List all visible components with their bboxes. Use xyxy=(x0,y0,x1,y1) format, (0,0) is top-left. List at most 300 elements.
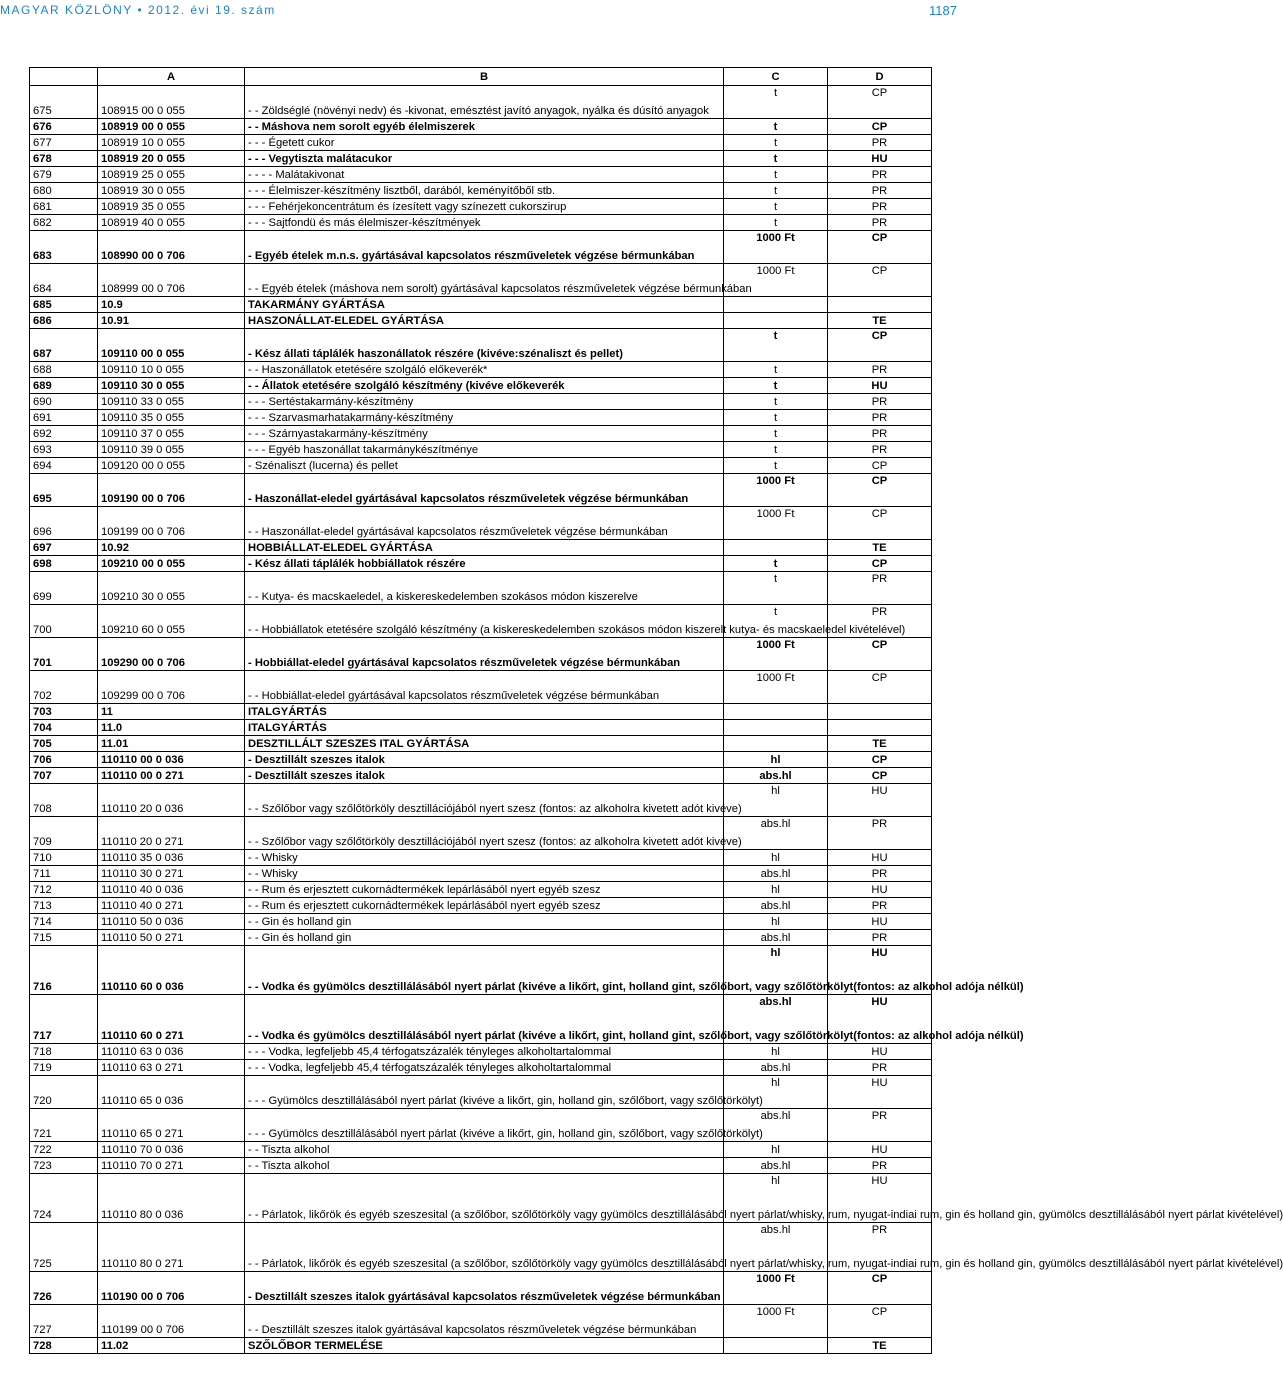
table-row xyxy=(30,768,932,784)
code-cell: 110110 50 0 271 xyxy=(98,930,245,946)
type-cell: PR xyxy=(828,426,932,442)
type-cell: PR xyxy=(828,1158,932,1174)
row-number-cell: 681 xyxy=(30,199,98,215)
table-row xyxy=(30,362,932,378)
code-cell: 108915 00 0 055 xyxy=(98,86,245,119)
code-cell: 109199 00 0 706 xyxy=(98,507,245,540)
row-number-cell: 690 xyxy=(30,394,98,410)
type-cell: HU xyxy=(828,1174,932,1223)
unit-cell: 1000 Ft xyxy=(724,231,828,264)
unit-cell xyxy=(724,736,828,752)
row-number-cell: 691 xyxy=(30,410,98,426)
table-row xyxy=(30,704,932,720)
type-cell: PR xyxy=(828,1109,932,1142)
unit-cell: abs.hl xyxy=(724,866,828,882)
code-cell: 110110 80 0 271 xyxy=(98,1223,245,1272)
type-cell: HU xyxy=(828,784,932,817)
description-cell: - Desztillált szeszes italok xyxy=(245,752,724,768)
description-cell: ITALGYÁRTÁS xyxy=(245,720,724,736)
type-cell: PR xyxy=(828,183,932,199)
table-row xyxy=(30,572,932,605)
description-cell: - - Whisky xyxy=(245,850,724,866)
row-number-cell: 713 xyxy=(30,898,98,914)
description-cell: - - Párlatok, likőrök és egyéb szeszesital (a szőlőbor, szőlőtörköly vagy gyümölcs desztillálásából nyert párlat/whisky, rum, nyugat-indiai rum, gin és holland gin, gyümölcs desztillálásából nyert párlat kivételével) xyxy=(245,1174,724,1223)
table-row xyxy=(30,1109,932,1142)
code-cell: 11.0 xyxy=(98,720,245,736)
unit-cell: t xyxy=(724,167,828,183)
type-cell: PR xyxy=(828,167,932,183)
row-number-cell: 721 xyxy=(30,1109,98,1142)
table-row xyxy=(30,426,932,442)
unit-cell xyxy=(724,1338,828,1354)
row-number-cell: 679 xyxy=(30,167,98,183)
table-row xyxy=(30,135,932,151)
table-row xyxy=(30,329,932,362)
unit-cell xyxy=(724,704,828,720)
code-cell: 110110 63 0 271 xyxy=(98,1060,245,1076)
table-row xyxy=(30,946,932,995)
table-row xyxy=(30,297,932,313)
code-cell: 109110 10 0 055 xyxy=(98,362,245,378)
description-cell: - - Desztillált szeszes italok gyártásával kapcsolatos részműveletek végzése bérmunkában xyxy=(245,1305,724,1338)
table-row xyxy=(30,1158,932,1174)
code-cell: 108919 10 0 055 xyxy=(98,135,245,151)
unit-cell: t xyxy=(724,572,828,605)
description-cell: - - - Szárnyastakarmány-készítmény xyxy=(245,426,724,442)
row-number-cell: 707 xyxy=(30,768,98,784)
type-cell: PR xyxy=(828,199,932,215)
row-number-cell: 682 xyxy=(30,215,98,231)
code-cell: 108919 35 0 055 xyxy=(98,199,245,215)
code-cell: 110110 60 0 036 xyxy=(98,946,245,995)
unit-cell: t xyxy=(724,151,828,167)
table-row xyxy=(30,914,932,930)
type-cell: PR xyxy=(828,605,932,638)
type-cell: PR xyxy=(828,135,932,151)
journal-issue-line xyxy=(0,3,276,17)
row-number-cell: 702 xyxy=(30,671,98,704)
journal-title: MAGYAR KÖZLÖNY xyxy=(0,3,133,17)
table-row xyxy=(30,850,932,866)
row-number-cell: 715 xyxy=(30,930,98,946)
column-header-d: D xyxy=(828,68,932,86)
type-cell: CP xyxy=(828,638,932,671)
table-row xyxy=(30,866,932,882)
code-cell: 109110 00 0 055 xyxy=(98,329,245,362)
unit-cell: t xyxy=(724,442,828,458)
type-cell: CP xyxy=(828,1305,932,1338)
table-row xyxy=(30,151,932,167)
unit-cell xyxy=(724,720,828,736)
row-number-cell: 687 xyxy=(30,329,98,362)
description-cell: - - Gin és holland gin xyxy=(245,930,724,946)
table-row xyxy=(30,458,932,474)
row-number-cell: 717 xyxy=(30,995,98,1044)
type-cell: PR xyxy=(828,394,932,410)
table-row xyxy=(30,474,932,507)
row-number-cell: 712 xyxy=(30,882,98,898)
unit-cell: 1000 Ft xyxy=(724,638,828,671)
unit-cell: abs.hl xyxy=(724,817,828,850)
type-cell: TE xyxy=(828,540,932,556)
code-cell: 11 xyxy=(98,704,245,720)
code-cell: 110110 70 0 036 xyxy=(98,1142,245,1158)
row-number-cell: 695 xyxy=(30,474,98,507)
code-cell: 108999 00 0 706 xyxy=(98,264,245,297)
row-number-cell: 716 xyxy=(30,946,98,995)
type-cell: CP xyxy=(828,556,932,572)
unit-cell: hl xyxy=(724,752,828,768)
description-cell: - - - Sertéstakarmány-készítmény xyxy=(245,394,724,410)
row-number-cell: 718 xyxy=(30,1044,98,1060)
code-cell: 109110 37 0 055 xyxy=(98,426,245,442)
unit-cell: hl xyxy=(724,946,828,995)
unit-cell: t xyxy=(724,329,828,362)
type-cell: CP xyxy=(828,329,932,362)
table-row xyxy=(30,605,932,638)
unit-cell: hl xyxy=(724,784,828,817)
unit-cell: hl xyxy=(724,1174,828,1223)
description-cell: - - - Vodka, legfeljebb 45,4 térfogatszázalék tényleges alkoholtartalommal xyxy=(245,1044,724,1060)
code-cell: 110110 30 0 271 xyxy=(98,866,245,882)
type-cell: TE xyxy=(828,1338,932,1354)
description-cell: - - - Szarvasmarhatakarmány-készítmény xyxy=(245,410,724,426)
row-number-cell: 725 xyxy=(30,1223,98,1272)
code-cell: 110110 20 0 271 xyxy=(98,817,245,850)
description-cell: - - - Egyéb haszonállat takarmánykészítménye xyxy=(245,442,724,458)
table-row xyxy=(30,556,932,572)
description-cell: - - - Élelmiszer-készítmény lisztből, darából, keményítőből stb. xyxy=(245,183,724,199)
description-cell: - - - - Malátakivonat xyxy=(245,167,724,183)
table-row xyxy=(30,1044,932,1060)
unit-cell: hl xyxy=(724,882,828,898)
description-cell: - - - Sajtfondü és más élelmiszer-készítmények xyxy=(245,215,724,231)
unit-cell: 1000 Ft xyxy=(724,1305,828,1338)
row-number-cell: 689 xyxy=(30,378,98,394)
page-number: 1187 xyxy=(929,3,957,18)
unit-cell: hl xyxy=(724,1076,828,1109)
code-cell: 109190 00 0 706 xyxy=(98,474,245,507)
row-number-cell: 678 xyxy=(30,151,98,167)
unit-cell: 1000 Ft xyxy=(724,264,828,297)
table-row xyxy=(30,1142,932,1158)
unit-cell: hl xyxy=(724,850,828,866)
row-number-cell: 688 xyxy=(30,362,98,378)
type-cell: CP xyxy=(828,231,932,264)
table-row xyxy=(30,199,932,215)
code-cell: 110110 00 0 036 xyxy=(98,752,245,768)
description-cell: - Egyéb ételek m.n.s. gyártásával kapcsolatos részműveletek végzése bérmunkában xyxy=(245,231,724,264)
table-row xyxy=(30,736,932,752)
code-cell: 110110 40 0 036 xyxy=(98,882,245,898)
unit-cell: t xyxy=(724,199,828,215)
type-cell: CP xyxy=(828,507,932,540)
type-cell: HU xyxy=(828,914,932,930)
description-cell: - - Tiszta alkohol xyxy=(245,1142,724,1158)
description-cell: - - Whisky xyxy=(245,866,724,882)
description-cell: - - Szőlőbor vagy szőlőtörköly desztillációjából nyert szesz (fontos: az alkoholra kivetett adót kivéve) xyxy=(245,784,724,817)
code-cell: 108919 30 0 055 xyxy=(98,183,245,199)
table-header-row xyxy=(30,68,932,86)
description-cell: - - Egyéb ételek (máshova nem sorolt) gyártásával kapcsolatos részműveletek végzése bérmunkában xyxy=(245,264,724,297)
row-number-cell: 714 xyxy=(30,914,98,930)
table-row xyxy=(30,119,932,135)
unit-cell: t xyxy=(724,215,828,231)
code-cell: 110110 80 0 036 xyxy=(98,1174,245,1223)
table-row xyxy=(30,86,932,119)
unit-cell xyxy=(724,313,828,329)
type-cell: TE xyxy=(828,736,932,752)
table-row xyxy=(30,1272,932,1305)
type-cell: HU xyxy=(828,882,932,898)
unit-cell: hl xyxy=(724,914,828,930)
row-number-cell: 722 xyxy=(30,1142,98,1158)
row-number-cell: 692 xyxy=(30,426,98,442)
type-cell: HU xyxy=(828,378,932,394)
type-cell: PR xyxy=(828,930,932,946)
unit-cell: t xyxy=(724,605,828,638)
row-number-cell: 708 xyxy=(30,784,98,817)
row-number-cell: 685 xyxy=(30,297,98,313)
unit-cell: 1000 Ft xyxy=(724,474,828,507)
unit-cell: hl xyxy=(724,1142,828,1158)
row-number-cell: 699 xyxy=(30,572,98,605)
row-number-cell: 686 xyxy=(30,313,98,329)
table-row xyxy=(30,183,932,199)
table-row xyxy=(30,1338,932,1354)
code-cell: 108990 00 0 706 xyxy=(98,231,245,264)
code-cell: 109210 30 0 055 xyxy=(98,572,245,605)
row-number-cell: 697 xyxy=(30,540,98,556)
type-cell: PR xyxy=(828,1060,932,1076)
unit-cell: t xyxy=(724,394,828,410)
table-row xyxy=(30,930,932,946)
row-number-cell: 703 xyxy=(30,704,98,720)
unit-cell: abs.hl xyxy=(724,768,828,784)
table-row xyxy=(30,720,932,736)
description-cell: - - Máshova nem sorolt egyéb élelmiszerek xyxy=(245,119,724,135)
row-number-cell: 680 xyxy=(30,183,98,199)
table-row xyxy=(30,1305,932,1338)
row-number-cell: 675 xyxy=(30,86,98,119)
description-cell: - - Állatok etetésére szolgáló készítmény (kivéve előkeverék xyxy=(245,378,724,394)
type-cell: CP xyxy=(828,264,932,297)
code-cell: 110110 65 0 271 xyxy=(98,1109,245,1142)
row-number-cell: 677 xyxy=(30,135,98,151)
table-row xyxy=(30,394,932,410)
row-number-cell: 701 xyxy=(30,638,98,671)
code-cell: 10.9 xyxy=(98,297,245,313)
description-cell: - Szénaliszt (lucerna) és pellet xyxy=(245,458,724,474)
description-cell: - - Rum és erjesztett cukornádtermékek lepárlásából nyert egyéb szesz xyxy=(245,898,724,914)
unit-cell: abs.hl xyxy=(724,1060,828,1076)
row-number-cell: 705 xyxy=(30,736,98,752)
code-cell: 109110 30 0 055 xyxy=(98,378,245,394)
unit-cell: t xyxy=(724,135,828,151)
unit-cell xyxy=(724,297,828,313)
type-cell: HU xyxy=(828,850,932,866)
type-cell: CP xyxy=(828,752,932,768)
code-cell: 108919 40 0 055 xyxy=(98,215,245,231)
type-cell: HU xyxy=(828,151,932,167)
table-row xyxy=(30,507,932,540)
type-cell: PR xyxy=(828,442,932,458)
column-header-b: B xyxy=(245,68,724,86)
row-number-cell: 694 xyxy=(30,458,98,474)
description-cell: - Hobbiállat-eledel gyártásával kapcsolatos részműveletek végzése bérmunkában xyxy=(245,638,724,671)
description-cell: - - - Vegytiszta malátacukor xyxy=(245,151,724,167)
unit-cell: t xyxy=(724,378,828,394)
code-cell: 10.91 xyxy=(98,313,245,329)
row-number-cell: 724 xyxy=(30,1174,98,1223)
code-cell: 109120 00 0 055 xyxy=(98,458,245,474)
code-cell: 110110 20 0 036 xyxy=(98,784,245,817)
type-cell: PR xyxy=(828,362,932,378)
table-row xyxy=(30,378,932,394)
description-cell: - - Kutya- és macskaeledel, a kiskereskedelemben szokásos módon kiszerelve xyxy=(245,572,724,605)
description-cell: - - Párlatok, likőrök és egyéb szeszesital (a szőlőbor, szőlőtörköly vagy gyümölcs desztillálásából nyert párlat/whisky, rum, nyugat-indiai rum, gin és holland gin, gyümölcs desztillálásából nyert párlat kivételével) xyxy=(245,1223,724,1272)
table-row xyxy=(30,898,932,914)
type-cell: PR xyxy=(828,215,932,231)
description-cell: - - - Gyümölcs desztillálásából nyert párlat (kivéve a likőrt, gin, holland gin, szőlőbort, vagy szőlőtörkölyt) xyxy=(245,1109,724,1142)
unit-cell: t xyxy=(724,86,828,119)
code-cell: 11.01 xyxy=(98,736,245,752)
table-row xyxy=(30,215,932,231)
code-cell: 110110 70 0 271 xyxy=(98,1158,245,1174)
table-row xyxy=(30,671,932,704)
code-cell: 108919 00 0 055 xyxy=(98,119,245,135)
row-number-cell: 700 xyxy=(30,605,98,638)
description-cell: - - - Gyümölcs desztillálásából nyert párlat (kivéve a likőrt, gin, holland gin, szőlőbort, vagy szőlőtörkölyt) xyxy=(245,1076,724,1109)
table-row xyxy=(30,167,932,183)
table-row xyxy=(30,1174,932,1223)
unit-cell xyxy=(724,540,828,556)
unit-cell: abs.hl xyxy=(724,1158,828,1174)
code-cell: 110110 00 0 271 xyxy=(98,768,245,784)
row-number-cell: 728 xyxy=(30,1338,98,1354)
unit-cell: 1000 Ft xyxy=(724,507,828,540)
unit-cell: t xyxy=(724,183,828,199)
row-number-cell: 683 xyxy=(30,231,98,264)
type-cell: PR xyxy=(828,1223,932,1272)
row-number-cell: 696 xyxy=(30,507,98,540)
code-cell: 110110 63 0 036 xyxy=(98,1044,245,1060)
row-number-cell: 726 xyxy=(30,1272,98,1305)
type-cell: CP xyxy=(828,474,932,507)
type-cell: HU xyxy=(828,946,932,995)
type-cell: CP xyxy=(828,768,932,784)
type-cell: CP xyxy=(828,671,932,704)
table-row xyxy=(30,638,932,671)
unit-cell: 1000 Ft xyxy=(724,671,828,704)
description-cell: - Haszonállat-eledel gyártásával kapcsolatos részműveletek végzése bérmunkában xyxy=(245,474,724,507)
row-number-cell: 706 xyxy=(30,752,98,768)
description-cell: - - - Fehérjekoncentrátum és ízesített vagy színezett cukorszirup xyxy=(245,199,724,215)
description-cell: ITALGYÁRTÁS xyxy=(245,704,724,720)
description-cell: - - Tiszta alkohol xyxy=(245,1158,724,1174)
unit-cell: t xyxy=(724,119,828,135)
row-number-cell: 710 xyxy=(30,850,98,866)
unit-cell: hl xyxy=(724,1044,828,1060)
type-cell: CP xyxy=(828,1272,932,1305)
row-number-cell: 698 xyxy=(30,556,98,572)
description-cell: - Desztillált szeszes italok gyártásával kapcsolatos részműveletek végzése bérmunkában xyxy=(245,1272,724,1305)
type-cell: HU xyxy=(828,995,932,1044)
code-cell: 109290 00 0 706 xyxy=(98,638,245,671)
code-cell: 108919 25 0 055 xyxy=(98,167,245,183)
table-row xyxy=(30,540,932,556)
description-cell: - - Zöldséglé (növényi nedv) és -kivonat, emésztést javító anyagok, nyálka és dúsító anyagok xyxy=(245,86,724,119)
description-cell: - - Vodka és gyümölcs desztillálásából nyert párlat (kivéve a likőrt, gint, holland gint, szőlőbort, vagy szőlőtörkölyt(fontos: az alkohol adója nélkül) xyxy=(245,995,724,1044)
type-cell: HU xyxy=(828,1044,932,1060)
type-cell: CP xyxy=(828,458,932,474)
row-number-cell: 709 xyxy=(30,817,98,850)
row-number-cell: 711 xyxy=(30,866,98,882)
table-row xyxy=(30,313,932,329)
description-cell: TAKARMÁNY GYÁRTÁSA xyxy=(245,297,724,313)
column-header-a: A xyxy=(98,68,245,86)
table-row xyxy=(30,442,932,458)
row-number-cell: 684 xyxy=(30,264,98,297)
description-cell: - - - Égetett cukor xyxy=(245,135,724,151)
code-cell: 110190 00 0 706 xyxy=(98,1272,245,1305)
code-cell: 110110 35 0 036 xyxy=(98,850,245,866)
row-number-cell: 727 xyxy=(30,1305,98,1338)
code-cell: 11.02 xyxy=(98,1338,245,1354)
code-cell: 109299 00 0 706 xyxy=(98,671,245,704)
column-header-rownum xyxy=(30,68,98,86)
type-cell: CP xyxy=(828,86,932,119)
unit-cell: t xyxy=(724,426,828,442)
table-row xyxy=(30,882,932,898)
description-cell: - - Haszonállatok etetésére szolgáló előkeverék* xyxy=(245,362,724,378)
table-row xyxy=(30,784,932,817)
table-row xyxy=(30,1060,932,1076)
type-cell: PR xyxy=(828,866,932,882)
bullet-separator: • xyxy=(137,3,144,17)
unit-cell: t xyxy=(724,362,828,378)
row-number-cell: 704 xyxy=(30,720,98,736)
page-header xyxy=(0,0,960,22)
unit-cell: abs.hl xyxy=(724,898,828,914)
description-cell: HOBBIÁLLAT-ELEDEL GYÁRTÁSA xyxy=(245,540,724,556)
type-cell xyxy=(828,297,932,313)
table-row xyxy=(30,817,932,850)
code-cell: 109210 00 0 055 xyxy=(98,556,245,572)
unit-cell: t xyxy=(724,556,828,572)
unit-cell: abs.hl xyxy=(724,995,828,1044)
code-cell: 109110 35 0 055 xyxy=(98,410,245,426)
description-cell: SZŐLŐBOR TERMELÉSE xyxy=(245,1338,724,1354)
table-body xyxy=(30,86,1283,1354)
row-number-cell: 719 xyxy=(30,1060,98,1076)
description-cell: - Desztillált szeszes italok xyxy=(245,768,724,784)
type-cell: CP xyxy=(828,119,932,135)
code-cell: 110110 60 0 271 xyxy=(98,995,245,1044)
description-cell: - Kész állati táplálék hobbiállatok részére xyxy=(245,556,724,572)
row-number-cell: 723 xyxy=(30,1158,98,1174)
description-cell: - Kész állati táplálék haszonállatok részére (kivéve:szénaliszt és pellet) xyxy=(245,329,724,362)
row-number-cell: 720 xyxy=(30,1076,98,1109)
table-row xyxy=(30,1223,932,1272)
unit-cell: abs.hl xyxy=(724,930,828,946)
code-cell: 109110 39 0 055 xyxy=(98,442,245,458)
description-cell: - - Hobbiállatok etetésére szolgáló készítmény (a kiskereskedelemben szokásos módon kiszerelt kutya- és macskaeledel kivételével) xyxy=(245,605,724,638)
type-cell: PR xyxy=(828,898,932,914)
code-cell: 110199 00 0 706 xyxy=(98,1305,245,1338)
table-row xyxy=(30,1076,932,1109)
table-row xyxy=(30,995,932,1044)
